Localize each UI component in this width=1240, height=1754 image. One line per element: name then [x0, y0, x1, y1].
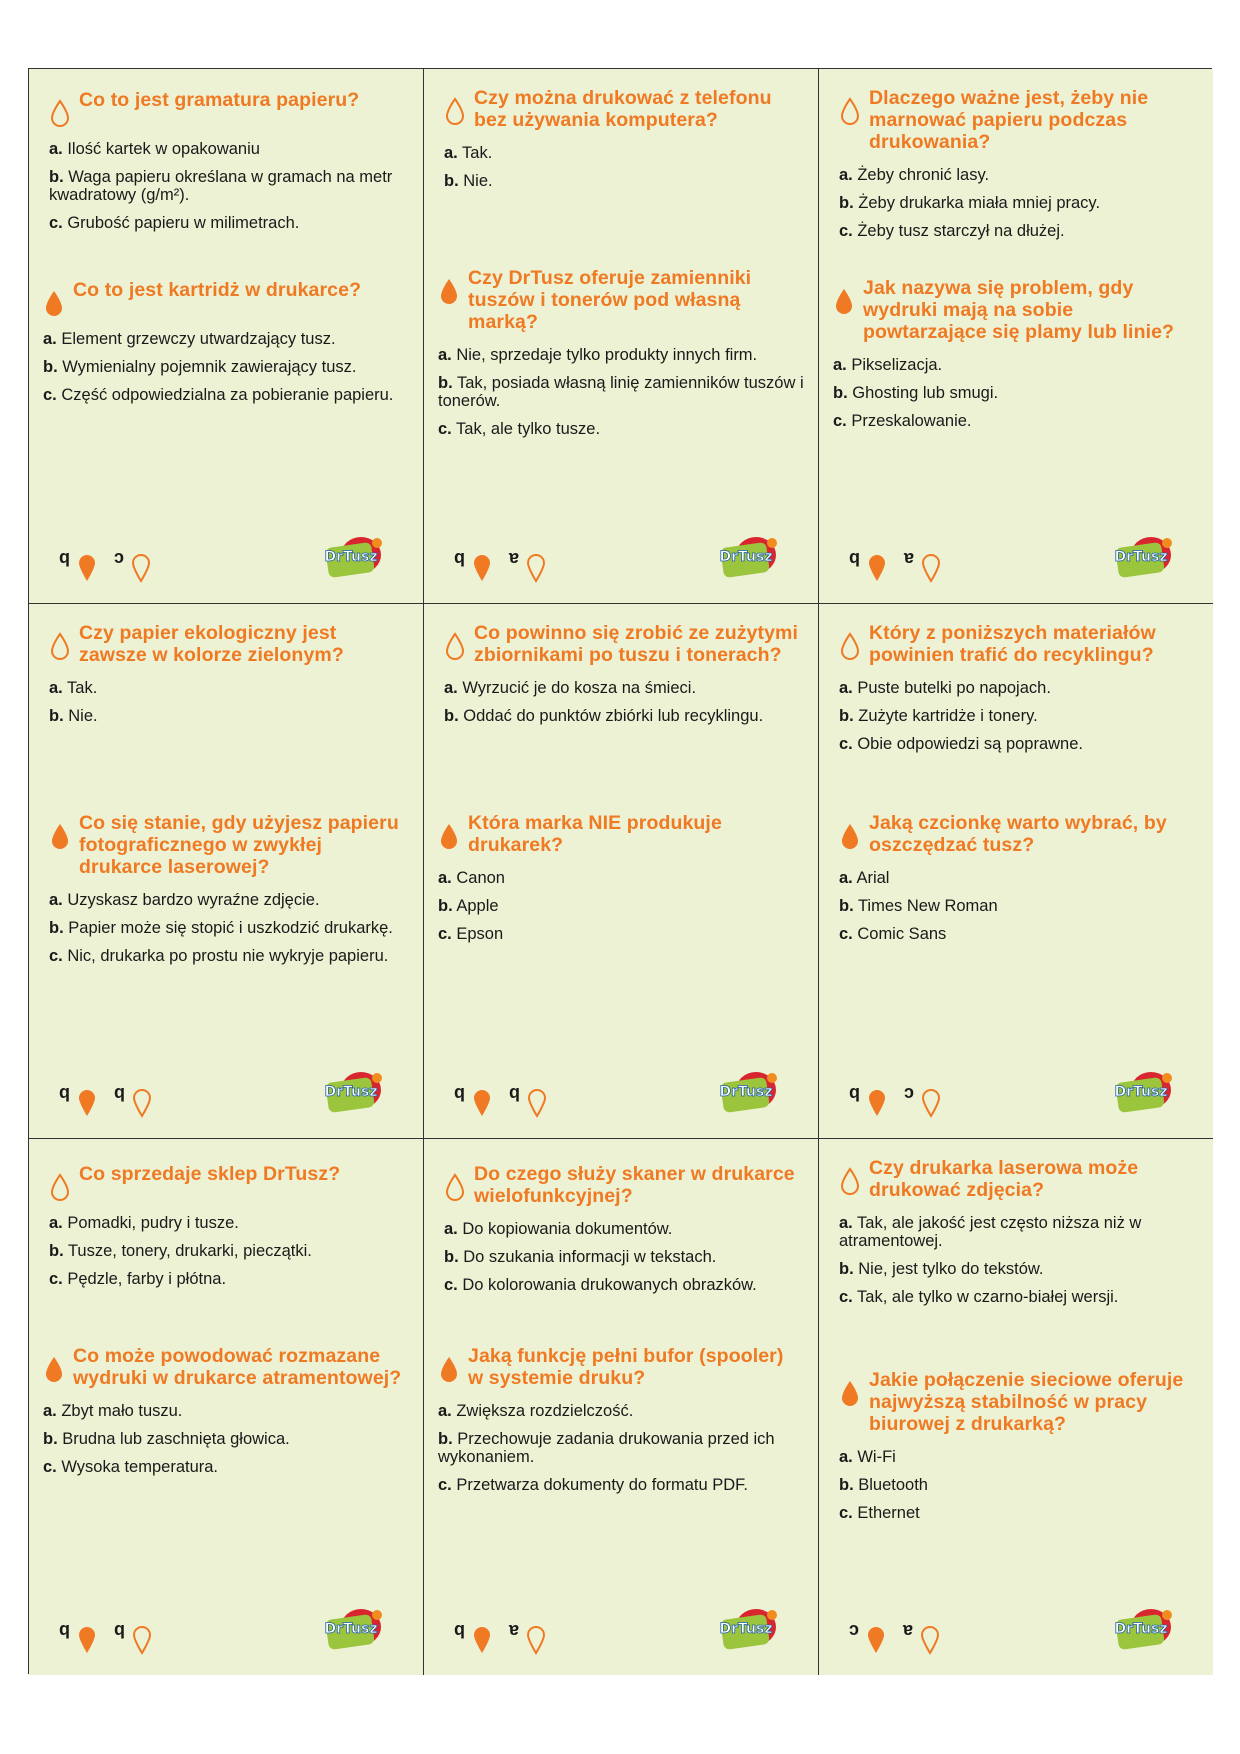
answer-key-letter: c	[849, 1621, 860, 1641]
question-block-outline	[444, 622, 804, 735]
svg-text:DrTusz: DrTusz	[324, 1084, 378, 1100]
outline-drop-icon	[839, 97, 861, 125]
answer-letter: a.	[438, 869, 452, 887]
quiz-card	[424, 604, 819, 1139]
quiz-card	[819, 69, 1213, 604]
answer-letter: a.	[438, 346, 452, 364]
question-block-outline	[444, 87, 804, 200]
answer-letter: a.	[49, 1214, 63, 1232]
question-block-filled	[839, 1369, 1199, 1532]
question-block-filled	[833, 277, 1199, 440]
answer-letter: a.	[49, 891, 63, 909]
answer-letter: a.	[839, 679, 853, 697]
filled-drop-icon	[866, 553, 888, 583]
outline-drop-icon	[525, 553, 547, 583]
answer-letter: b.	[49, 707, 64, 725]
answer-key	[454, 1083, 548, 1118]
answer-text: Tak.	[62, 679, 98, 697]
answer-option	[839, 679, 1199, 697]
card-sheet	[28, 68, 1212, 1674]
answer-letter: b.	[438, 374, 453, 392]
answer-key-letter: c	[114, 549, 125, 569]
svg-text:DrTusz: DrTusz	[324, 549, 378, 565]
answer-option	[839, 1260, 1199, 1278]
answer-letter: b.	[444, 707, 459, 725]
answer-key-letter: b	[849, 549, 860, 569]
answer-option	[49, 214, 409, 232]
filled-drop-icon	[438, 822, 460, 850]
question-title: Co to jest gramatura papieru?	[79, 89, 360, 111]
answer-option	[43, 386, 409, 404]
answer-key-letter: a	[509, 549, 520, 569]
drtusz-logo	[321, 1070, 385, 1116]
answer-text: Do kolorowania drukowanych obrazków.	[457, 1276, 757, 1294]
answer-letter: c.	[49, 1270, 63, 1288]
answer-text: Nie, jest tylko do tekstów.	[853, 1260, 1044, 1278]
filled-drop-icon	[471, 553, 493, 583]
answer-text: Żeby chronić lasy.	[852, 166, 990, 184]
answer-option	[49, 919, 409, 937]
answer-text: Puste butelki po napojach.	[852, 679, 1051, 697]
outline-drop-icon	[444, 1173, 466, 1201]
answer-option	[833, 356, 1199, 374]
quiz-card	[424, 69, 819, 604]
question-title: Co sprzedaje sklep DrTusz?	[79, 1163, 341, 1185]
filled-drop-icon	[438, 277, 460, 305]
answer-letter: a.	[444, 1220, 458, 1238]
answer-text: Żeby tusz starczył na dłużej.	[852, 222, 1065, 240]
answer-list	[839, 1214, 1199, 1306]
outline-drop-icon	[49, 99, 71, 127]
answer-text: Nie.	[63, 707, 98, 725]
answer-option	[839, 707, 1199, 725]
answer-option	[49, 140, 409, 158]
quiz-card	[29, 604, 424, 1139]
answer-key	[849, 548, 942, 583]
answer-text: Tak, ale tylko w czarno-białej wersji.	[852, 1288, 1119, 1306]
answer-option	[438, 346, 804, 364]
svg-text:DrTusz: DrTusz	[324, 1621, 378, 1637]
answer-key-letter: b	[454, 549, 465, 569]
question-title: Który z poniższych materiałów powinien trafić do recyklingu?	[869, 622, 1156, 666]
answer-key-letter: b	[59, 1621, 70, 1641]
answer-option	[839, 1214, 1199, 1250]
outline-drop-icon	[839, 632, 861, 660]
answer-option	[839, 1448, 1199, 1466]
answer-key-letter: b	[59, 549, 70, 569]
answer-option	[49, 168, 409, 204]
answer-option	[833, 412, 1199, 430]
question-title: Co to jest kartridż w drukarce?	[73, 279, 362, 301]
question-block-filled	[49, 812, 409, 975]
answer-text: Wymienialny pojemnik zawierający tusz.	[57, 358, 357, 376]
filled-drop-icon	[833, 287, 855, 315]
outline-drop-icon	[525, 1625, 547, 1655]
drtusz-logo	[716, 1070, 780, 1116]
outline-drop-icon	[920, 1088, 942, 1118]
answer-text: Ilość kartek w opakowaniu	[62, 140, 260, 158]
answer-letter: a.	[833, 356, 847, 374]
question-title: Czy DrTusz oferuje zamienniki tuszów i tonerów pod własną marką?	[468, 267, 752, 333]
drtusz-logo	[716, 535, 780, 581]
answer-option	[438, 420, 804, 438]
answer-key-letter: c	[904, 1084, 915, 1104]
answer-key	[849, 1620, 941, 1655]
filled-drop-icon	[438, 1355, 460, 1383]
answer-key-letter: b	[114, 1084, 125, 1104]
answer-text: Zużyte kartridże i tonery.	[853, 707, 1038, 725]
answer-text: Ethernet	[852, 1504, 920, 1522]
answer-list	[43, 330, 409, 404]
question-title: Jakie połączenie sieciowe oferuje najwyższą stabilność w pracy biurowej z drukarką?	[869, 1369, 1184, 1435]
svg-text:DrTusz: DrTusz	[1114, 1621, 1168, 1637]
answer-option	[444, 679, 804, 697]
answer-key	[59, 548, 152, 583]
answer-text: Papier może się stopić i uszkodzić drukarkę.	[63, 919, 393, 937]
answer-text: Nic, drukarka po prostu nie wykryje papieru.	[62, 947, 389, 965]
question-title: Czy papier ekologiczny jest zawsze w kolorze zielonym?	[79, 622, 344, 666]
answer-key	[59, 1083, 153, 1118]
answer-letter: b.	[444, 172, 459, 190]
answer-key-letter: b	[454, 1084, 465, 1104]
question-block-outline	[49, 1163, 409, 1298]
answer-option	[438, 925, 804, 943]
answer-letter: c.	[839, 1288, 853, 1306]
answer-option	[49, 679, 409, 697]
answer-text: Wysoka temperatura.	[56, 1458, 219, 1476]
outline-drop-icon	[131, 1088, 153, 1118]
answer-text: Canon	[451, 869, 505, 887]
answer-letter: b.	[839, 897, 854, 915]
answer-text: Uzyskasz bardzo wyraźne zdjęcie.	[62, 891, 320, 909]
drtusz-logo	[1111, 1070, 1175, 1116]
answer-list	[444, 679, 804, 725]
answer-letter: a.	[839, 166, 853, 184]
answer-text: Pędzle, farby i płótna.	[62, 1270, 227, 1288]
answer-letter: a.	[49, 140, 63, 158]
question-block-outline	[839, 87, 1199, 250]
answer-option	[438, 1430, 804, 1466]
answer-option	[839, 735, 1199, 753]
answer-list	[833, 356, 1199, 430]
answer-text: Wi-Fi	[852, 1448, 896, 1466]
answer-letter: c.	[839, 1504, 853, 1522]
svg-text:DrTusz: DrTusz	[1114, 549, 1168, 565]
svg-text:DrTusz: DrTusz	[1114, 1084, 1168, 1100]
question-title: Jak nazywa się problem, gdy wydruki mają na sobie powtarzające się plamy lub linie?	[863, 277, 1175, 343]
answer-option	[444, 1248, 804, 1266]
answer-key	[454, 548, 547, 583]
answer-letter: a.	[438, 1402, 452, 1420]
answer-option	[839, 222, 1199, 240]
answer-letter: b.	[49, 168, 64, 186]
question-title: Jaką czcionkę warto wybrać, by oszczędzać tusz?	[869, 812, 1167, 856]
answer-letter: a.	[839, 869, 853, 887]
filled-drop-icon	[866, 1088, 888, 1118]
answer-text: Tak, ale tylko tusze.	[451, 420, 601, 438]
answer-text: Oddać do punktów zbiórki lub recyklingu.	[458, 707, 764, 725]
answer-list	[839, 1448, 1199, 1522]
answer-text: Grubość papieru w milimetrach.	[62, 214, 300, 232]
answer-letter: c.	[49, 947, 63, 965]
quiz-card	[819, 604, 1213, 1139]
answer-option	[438, 374, 804, 410]
answer-letter: c.	[438, 925, 452, 943]
svg-text:DrTusz: DrTusz	[719, 549, 773, 565]
answer-text: Przeskalowanie.	[846, 412, 972, 430]
filled-drop-icon	[76, 1625, 98, 1655]
drtusz-logo	[716, 1607, 780, 1653]
answer-key-letter: a	[509, 1621, 520, 1641]
answer-letter: a.	[444, 679, 458, 697]
question-title: Która marka NIE produkuje drukarek?	[468, 812, 722, 856]
question-title: Czy można drukować z telefonu bez używania komputera?	[474, 87, 772, 131]
drtusz-logo	[321, 1607, 385, 1653]
answer-text: Waga papieru określana w gramach na metr kwadratowy (g/m²).	[49, 168, 393, 204]
answer-option	[43, 1402, 409, 1420]
answer-key-letter: b	[509, 1084, 520, 1104]
answer-option	[438, 1476, 804, 1494]
answer-list	[438, 1402, 804, 1494]
answer-list	[444, 144, 804, 190]
answer-text: Tak.	[457, 144, 493, 162]
answer-option	[839, 1504, 1199, 1522]
answer-option	[438, 869, 804, 887]
answer-text: Ghosting lub smugi.	[847, 384, 999, 402]
answer-text: Przetwarza dokumenty do formatu PDF.	[451, 1476, 748, 1494]
svg-text:DrTusz: DrTusz	[719, 1084, 773, 1100]
filled-drop-icon	[76, 553, 98, 583]
answer-option	[444, 172, 804, 190]
answer-list	[444, 1220, 804, 1294]
answer-text: Do kopiowania dokumentów.	[457, 1220, 673, 1238]
answer-text: Comic Sans	[852, 925, 947, 943]
answer-option	[839, 1476, 1199, 1494]
answer-text: Tak, ale jakość jest często niższa niż w atramentowej.	[839, 1214, 1142, 1250]
answer-text: Apple	[452, 897, 499, 915]
question-block-filled	[43, 279, 409, 414]
answer-letter: b.	[438, 1430, 453, 1448]
answer-option	[49, 891, 409, 909]
answer-letter: c.	[839, 925, 853, 943]
answer-option	[49, 1242, 409, 1260]
question-block-filled	[438, 267, 804, 448]
drtusz-logo	[1111, 535, 1175, 581]
quiz-card	[29, 1139, 424, 1675]
answer-list	[438, 869, 804, 943]
answer-key-letter: b	[454, 1621, 465, 1641]
question-block-outline	[49, 89, 409, 242]
answer-option	[833, 384, 1199, 402]
filled-drop-icon	[43, 289, 65, 317]
question-title: Do czego służy skaner w drukarce wielofunkcyjnej?	[474, 1163, 795, 1207]
answer-letter: c.	[43, 1458, 57, 1476]
outline-drop-icon	[130, 553, 152, 583]
answer-option	[43, 1458, 409, 1476]
filled-drop-icon	[839, 1379, 861, 1407]
filled-drop-icon	[76, 1088, 98, 1118]
answer-letter: c.	[438, 1476, 452, 1494]
answer-option	[43, 1430, 409, 1448]
answer-key-letter: b	[59, 1084, 70, 1104]
filled-drop-icon	[49, 822, 71, 850]
answer-key-letter: a	[903, 1621, 914, 1641]
filled-drop-icon	[839, 822, 861, 850]
answer-letter: b.	[839, 1476, 854, 1494]
answer-list	[839, 869, 1199, 943]
answer-letter: b.	[444, 1248, 459, 1266]
answer-letter: a.	[49, 679, 63, 697]
answer-list	[49, 891, 409, 965]
answer-text: Obie odpowiedzi są poprawne.	[852, 735, 1083, 753]
outline-drop-icon	[920, 553, 942, 583]
answer-option	[839, 925, 1199, 943]
answer-option	[839, 166, 1199, 184]
answer-text: Nie, sprzedaje tylko produkty innych firm.	[451, 346, 758, 364]
answer-option	[444, 144, 804, 162]
answer-option	[444, 1220, 804, 1238]
answer-letter: a.	[43, 1402, 57, 1420]
answer-text: Do szukania informacji w tekstach.	[458, 1248, 717, 1266]
answer-text: Przechowuje zadania drukowania przed ich wykonaniem.	[438, 1430, 775, 1466]
answer-option	[49, 947, 409, 965]
answer-letter: a.	[839, 1214, 853, 1232]
answer-text: Pikselizacja.	[846, 356, 943, 374]
question-title: Czy drukarka laserowa może drukować zdjęcia?	[869, 1157, 1139, 1201]
answer-option	[49, 707, 409, 725]
answer-text: Arial	[852, 869, 890, 887]
quiz-card	[29, 69, 424, 604]
answer-list	[43, 1402, 409, 1476]
answer-list	[839, 166, 1199, 240]
answer-key-letter: a	[904, 549, 915, 569]
answer-key	[59, 1620, 153, 1655]
answer-letter: b.	[839, 707, 854, 725]
answer-letter: c.	[839, 735, 853, 753]
answer-option	[839, 194, 1199, 212]
answer-text: Epson	[451, 925, 504, 943]
answer-list	[438, 346, 804, 438]
answer-list	[49, 1214, 409, 1288]
filled-drop-icon	[471, 1088, 493, 1118]
answer-key	[454, 1620, 547, 1655]
question-title: Co się stanie, gdy użyjesz papieru fotograficznego w zwykłej drukarce laserowej?	[79, 812, 399, 878]
outline-drop-icon	[444, 632, 466, 660]
answer-option	[49, 1214, 409, 1232]
answer-key	[849, 1083, 942, 1118]
answer-letter: b.	[43, 358, 58, 376]
answer-text: Nie.	[458, 172, 493, 190]
answer-list	[49, 679, 409, 725]
question-block-outline	[839, 1157, 1199, 1316]
question-block-filled	[438, 812, 804, 953]
answer-letter: a.	[444, 144, 458, 162]
answer-text: Tak, posiada własną linię zamienników tuszów i tonerów.	[438, 374, 804, 410]
answer-text: Żeby drukarka miała mniej pracy.	[853, 194, 1101, 212]
answer-text: Times New Roman	[853, 897, 998, 915]
answer-option	[49, 1270, 409, 1288]
question-block-filled	[438, 1345, 804, 1504]
answer-text: Brudna lub zaschnięta głowica.	[57, 1430, 290, 1448]
answer-letter: b.	[438, 897, 453, 915]
answer-letter: b.	[839, 1260, 854, 1278]
answer-option	[444, 707, 804, 725]
answer-option	[839, 897, 1199, 915]
answer-letter: b.	[49, 1242, 64, 1260]
outline-drop-icon	[49, 632, 71, 660]
answer-letter: b.	[839, 194, 854, 212]
outline-drop-icon	[526, 1088, 548, 1118]
quiz-card	[424, 1139, 819, 1675]
answer-letter: b.	[833, 384, 848, 402]
question-block-outline	[444, 1163, 804, 1304]
answer-text: Zwiększa rozdzielczość.	[451, 1402, 634, 1420]
outline-drop-icon	[444, 97, 466, 125]
answer-letter: a.	[839, 1448, 853, 1466]
question-title: Dlaczego ważne jest, żeby nie marnować papieru podczas drukowania?	[869, 87, 1149, 153]
answer-option	[43, 330, 409, 348]
outline-drop-icon	[839, 1167, 861, 1195]
answer-letter: c.	[49, 214, 63, 232]
answer-key-letter: b	[114, 1621, 125, 1641]
outline-drop-icon	[131, 1625, 153, 1655]
question-block-outline	[839, 622, 1199, 763]
answer-letter: c.	[444, 1276, 458, 1294]
svg-text:DrTusz: DrTusz	[719, 1621, 773, 1637]
drtusz-logo	[321, 535, 385, 581]
answer-option	[839, 1288, 1199, 1306]
answer-option	[438, 897, 804, 915]
answer-letter: c.	[833, 412, 847, 430]
question-title: Co może powodować rozmazane wydruki w drukarce atramentowej?	[73, 1345, 402, 1389]
outline-drop-icon	[919, 1625, 941, 1655]
answer-key-letter: b	[849, 1084, 860, 1104]
question-title: Jaką funkcję pełni bufor (spooler) w systemie druku?	[468, 1345, 784, 1389]
question-title: Co powinno się zrobić ze zużytymi zbiornikami po tuszu i tonerach?	[474, 622, 799, 666]
answer-option	[438, 1402, 804, 1420]
answer-letter: c.	[43, 386, 57, 404]
drtusz-logo	[1111, 1607, 1175, 1653]
answer-text: Wyrzucić je do kosza na śmieci.	[457, 679, 697, 697]
answer-letter: c.	[438, 420, 452, 438]
answer-letter: b.	[43, 1430, 58, 1448]
answer-option	[43, 358, 409, 376]
answer-list	[49, 140, 409, 232]
outline-drop-icon	[49, 1173, 71, 1201]
answer-text: Element grzewczy utwardzający tusz.	[56, 330, 336, 348]
question-block-filled	[839, 812, 1199, 953]
answer-text: Pomadki, pudry i tusze.	[62, 1214, 239, 1232]
answer-list	[839, 679, 1199, 753]
answer-letter: c.	[839, 222, 853, 240]
answer-text: Zbyt mało tuszu.	[56, 1402, 183, 1420]
filled-drop-icon	[43, 1355, 65, 1383]
answer-text: Część odpowiedzialna za pobieranie papieru.	[56, 386, 394, 404]
quiz-card	[819, 1139, 1213, 1675]
answer-option	[839, 869, 1199, 887]
question-block-outline	[49, 622, 409, 735]
question-block-filled	[43, 1345, 409, 1486]
filled-drop-icon	[865, 1625, 887, 1655]
answer-text: Bluetooth	[853, 1476, 928, 1494]
filled-drop-icon	[471, 1625, 493, 1655]
answer-letter: a.	[43, 330, 57, 348]
answer-text: Tusze, tonery, drukarki, pieczątki.	[63, 1242, 312, 1260]
answer-letter: b.	[49, 919, 64, 937]
answer-option	[444, 1276, 804, 1294]
